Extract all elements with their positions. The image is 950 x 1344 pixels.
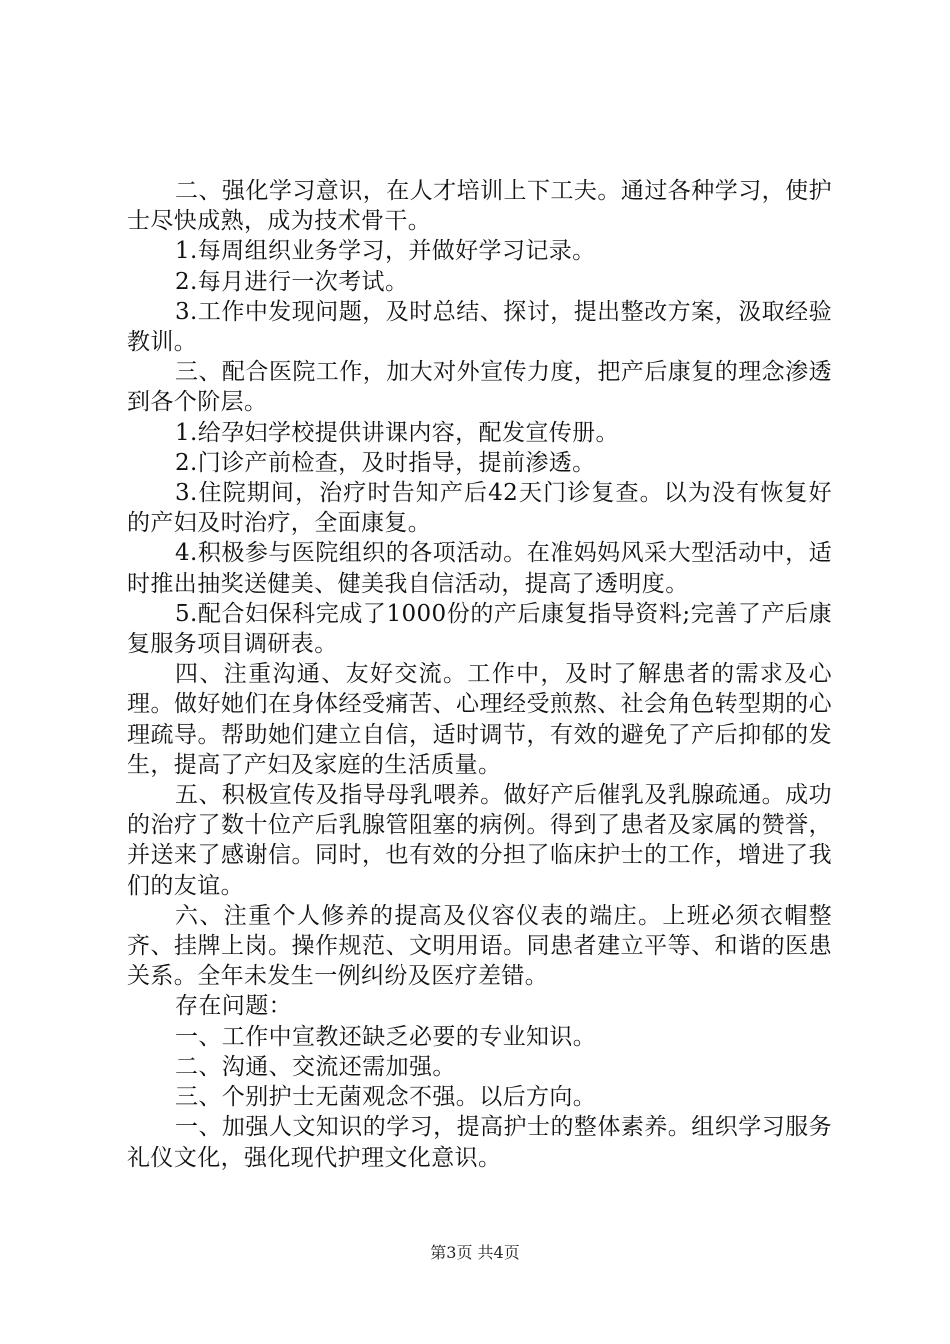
paragraph: 四、注重沟通、友好交流。工作中，及时了解患者的需求及心理。做好她们在身体经受痛苦、心理经受煎熬、社会角色转型期的心理疏导。帮助她们建立自信，适时调节，有效的避免了产后抑郁的发生，提高了产妇及家庭的生活质量。	[127, 661, 832, 778]
paragraph: 三、个别护士无菌观念不强。以后方向。	[175, 1084, 597, 1111]
paragraph: 三、配合医院工作，加大对外宣传力度，把产后康复的理念渗透到各个阶层。	[127, 359, 832, 416]
paragraph: 5.配合妇保科完成了1000份的产后康复指导资料;完善了产后康复服务项目调研表。	[127, 600, 832, 658]
paragraph: 3.工作中发现问题，及时总结、探讨，提出整改方案，汲取经验教训。	[127, 298, 832, 356]
paragraph: 2.门诊产前检查，及时指导，提前渗透。	[175, 449, 596, 476]
paragraph: 五、积极宣传及指导母乳喂养。做好产后催乳及乳腺疏通。成功的治疗了数十位产后乳腺管阻塞的病例。得到了患者及家属的赞誉，并送来了感谢信。同时，也有效的分担了临床护士的工作，增进了我们的友谊。	[127, 782, 832, 899]
paragraph: 3.住院期间，治疗时告知产后42天门诊复查。以为没有恢复好的产妇及时治疗，全面康复。	[127, 480, 832, 537]
paragraph: 二、沟通、交流还需加强。	[175, 1053, 456, 1080]
paragraph: 1.每周组织业务学习，并做好学习记录。	[175, 238, 596, 265]
paragraph: 存在问题：	[175, 993, 292, 1020]
document-body	[127, 176, 832, 1173]
paragraph: 二、强化学习意识，在人才培训上下工夫。通过各种学习，使护士尽快成熟，成为技术骨干。	[127, 178, 832, 235]
paragraph: 一、工作中宣教还缺乏必要的专业知识。	[175, 1023, 597, 1050]
paragraph: 1.给孕妇学校提供讲课内容，配发宣传册。	[175, 419, 619, 446]
paragraph: 六、注重个人修养的提高及仪容仪表的端庄。上班必须衣帽整齐、挂牌上岗。操作规范、文明用语。同患者建立平等、和谐的医患关系。全年未发生一例纠纷及医疗差错。	[127, 902, 832, 990]
paragraph: 4.积极参与医院组织的各项活动。在准妈妈风采大型活动中，适时推出抽奖送健美、健美我自信活动，提高了透明度。	[127, 540, 832, 597]
paragraph: 2.每月进行一次考试。	[175, 268, 409, 295]
paragraph: 一、加强人文知识的学习，提高护士的整体素养。组织学习服务礼仪文化，强化现代护理文化意识。	[127, 1114, 832, 1171]
page-footer: 第3页 共4页	[430, 1243, 520, 1262]
